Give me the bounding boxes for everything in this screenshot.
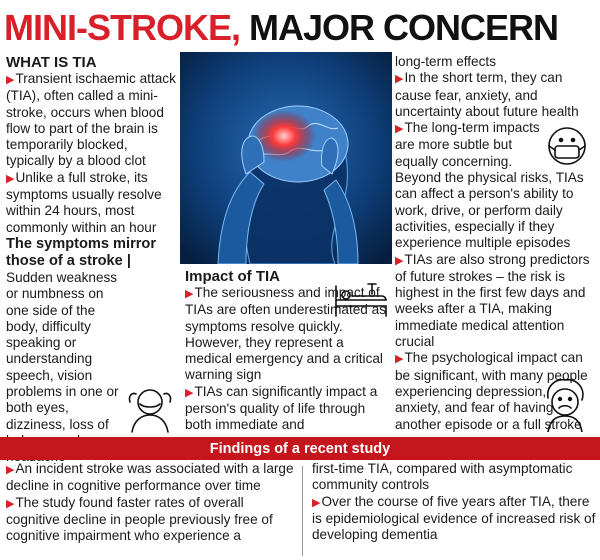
headline-red: MINI-STROKE, (4, 7, 240, 48)
bullet-arrow-icon: ▶ (6, 497, 15, 510)
effects-paragraph: Beyond the physical risks, TIAs can affect a person's ability to work, drive, or perform daily activities, especially if they experience multiple episodes (395, 170, 584, 251)
effects-bullet-2: ▶The long-term impacts are more subtle but equally concerning. (395, 120, 540, 169)
findings-left (6, 461, 294, 544)
impact-bullet-2: ▶TIAs can significantly impact a person's quality of life through both immediate and (185, 383, 378, 433)
brain-illustration (180, 52, 392, 264)
bullet-arrow-icon: ▶ (6, 464, 15, 476)
bullet-arrow-icon: ▶ (395, 73, 404, 86)
impact-title: Impact of TIA (185, 268, 281, 285)
impact-bullet-1: ▶The seriousness and impact of TIAs are often underestimated as symptoms resolve quickly. However, they represent a medical emergency and a critical warning sign (185, 285, 386, 383)
symptoms-text: Sudden weakness or numbness on one side of the body, difficulty speaking or understanding speech, vision problems in one or both eyes, dizziness, loss of (6, 269, 119, 432)
findings-right-continued: first-time TIA, compared with asymptomatic community controls (312, 461, 573, 493)
head-figure-icon (124, 382, 176, 434)
bullet-arrow-icon: ▶ (185, 288, 194, 300)
bullet-arrow-icon: ▶ (185, 386, 194, 399)
effects-continued: long-term effects (395, 54, 496, 69)
worried-head-icon (540, 376, 590, 432)
bullet-arrow-icon: ▶ (6, 74, 15, 86)
bullet-arrow-icon: ▶ (395, 353, 404, 366)
bullet-arrow-icon: ▶ (395, 123, 404, 136)
findings-divider (302, 466, 303, 556)
effects-bullet-1: ▶In the short term, they can cause fear, anxiety, and uncertainty about future health (395, 70, 579, 119)
masked-face-icon (545, 124, 589, 170)
what-is-tia-title: WHAT IS TIA (6, 54, 97, 71)
bullet-arrow-icon: ▶ (6, 172, 15, 185)
headline (4, 6, 558, 50)
headline-black: MAJOR CONCERN (249, 7, 559, 48)
bullet-arrow-icon: ▶ (312, 496, 321, 509)
effects-bullet-4: ▶The psychological impact can be significant, with many people experiencing depression, anxiety, and fear of having another episode or a full stroke (395, 350, 588, 432)
findings-right-bullet: ▶Over the course of five years after TIA, there is epidemiological evidence of increased risk of developing dementia (312, 493, 596, 543)
effects-bullet-3: ▶TIAs are also strong predictors of future strokes – the risk is highest in the first few days and weeks after a TIA, making immediate medical attention crucial (395, 251, 590, 350)
what-is-tia-bullet-2: ▶Unlike a full stroke, its symptoms usually resolve within 24 hours, most commonly within an hour (6, 169, 162, 235)
bullet-arrow-icon: ▶ (395, 254, 404, 267)
what-is-tia-bullet-1: ▶Transient ischaemic attack (TIA), often called a mini-stroke, occurs when blood flow to part of the brain is temporarily blocked, typically by a blood clot (6, 71, 176, 169)
findings-left-bullet-2: ▶The study found faster rates of overall cognitive decline in people previously free of cognitive impairment who experience a (6, 494, 273, 544)
findings-left-bullet-1: ▶An incident stroke was associated with a large decline in cognitive performance over time (6, 461, 294, 494)
findings-title: Findings of a recent study (0, 437, 600, 460)
patient-bed-icon (332, 280, 390, 320)
symptoms-title: The symptoms mirror those of a stroke | (6, 235, 157, 269)
findings-right (312, 461, 596, 543)
